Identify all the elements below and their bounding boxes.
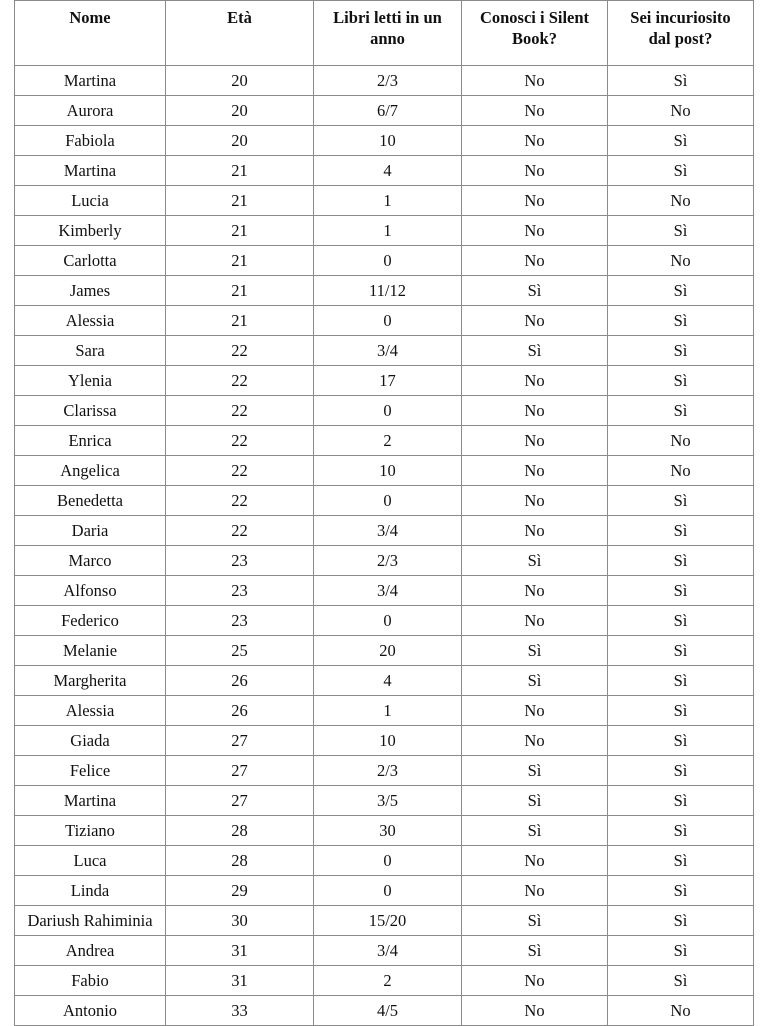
cell-eta: 20 (166, 66, 314, 96)
cell-libri: 6/7 (314, 96, 462, 126)
cell-libri: 3/4 (314, 516, 462, 546)
cell-nome: Benedetta (15, 486, 166, 516)
cell-nome: Felice (15, 756, 166, 786)
column-header-eta (166, 1, 314, 66)
table-row (15, 606, 754, 636)
cell-conosci: No (462, 426, 608, 456)
column-header-line: Età (227, 8, 252, 27)
cell-nome: James (15, 276, 166, 306)
cell-conosci: No (462, 66, 608, 96)
cell-libri: 11/12 (314, 276, 462, 306)
cell-eta: 27 (166, 756, 314, 786)
cell-curioso: Sì (608, 396, 754, 426)
cell-curioso: Sì (608, 756, 754, 786)
table-body (15, 66, 754, 1026)
cell-conosci: No (462, 396, 608, 426)
cell-conosci: No (462, 246, 608, 276)
cell-libri: 2/3 (314, 66, 462, 96)
cell-eta: 22 (166, 336, 314, 366)
cell-conosci: No (462, 216, 608, 246)
cell-libri: 2/3 (314, 546, 462, 576)
cell-nome: Fabio (15, 966, 166, 996)
cell-nome: Sara (15, 336, 166, 366)
cell-libri: 1 (314, 186, 462, 216)
cell-curioso: Sì (608, 846, 754, 876)
cell-libri: 0 (314, 246, 462, 276)
cell-eta: 28 (166, 846, 314, 876)
cell-libri: 0 (314, 606, 462, 636)
cell-curioso: Sì (608, 156, 754, 186)
cell-eta: 23 (166, 546, 314, 576)
cell-eta: 29 (166, 876, 314, 906)
header-row (15, 1, 754, 66)
cell-nome: Daria (15, 516, 166, 546)
cell-curioso: Sì (608, 936, 754, 966)
cell-conosci: No (462, 306, 608, 336)
column-header-line: anno (370, 29, 405, 48)
table-row (15, 546, 754, 576)
cell-eta: 20 (166, 96, 314, 126)
table-row (15, 876, 754, 906)
cell-libri: 4/5 (314, 996, 462, 1026)
table-row (15, 786, 754, 816)
table-row (15, 906, 754, 936)
table-row (15, 96, 754, 126)
cell-eta: 23 (166, 576, 314, 606)
table-row (15, 366, 754, 396)
column-header-curioso (608, 1, 754, 66)
table-row (15, 846, 754, 876)
cell-eta: 27 (166, 726, 314, 756)
cell-conosci: Sì (462, 636, 608, 666)
cell-eta: 28 (166, 816, 314, 846)
cell-libri: 2 (314, 426, 462, 456)
cell-eta: 30 (166, 906, 314, 936)
table-header (15, 1, 754, 66)
cell-eta: 26 (166, 696, 314, 726)
table-row (15, 516, 754, 546)
cell-libri: 3/5 (314, 786, 462, 816)
table-row (15, 816, 754, 846)
cell-conosci: No (462, 456, 608, 486)
column-header-conosci (462, 1, 608, 66)
cell-libri: 15/20 (314, 906, 462, 936)
column-header-line: Sei incuriosito (630, 8, 731, 27)
column-header-line: Book? (512, 29, 557, 48)
cell-eta: 25 (166, 636, 314, 666)
cell-nome: Giada (15, 726, 166, 756)
cell-nome: Marco (15, 546, 166, 576)
cell-nome: Ylenia (15, 366, 166, 396)
cell-libri: 3/4 (314, 576, 462, 606)
cell-eta: 21 (166, 306, 314, 336)
cell-conosci: No (462, 516, 608, 546)
cell-curioso: No (608, 456, 754, 486)
cell-conosci: Sì (462, 936, 608, 966)
cell-nome: Carlotta (15, 246, 166, 276)
cell-curioso: Sì (608, 906, 754, 936)
cell-eta: 22 (166, 486, 314, 516)
table-row (15, 456, 754, 486)
table-row (15, 996, 754, 1026)
cell-nome: Dariush Rahiminia (15, 906, 166, 936)
cell-eta: 26 (166, 666, 314, 696)
cell-conosci: No (462, 186, 608, 216)
table-row (15, 276, 754, 306)
cell-libri: 4 (314, 666, 462, 696)
cell-libri: 0 (314, 876, 462, 906)
cell-libri: 4 (314, 156, 462, 186)
cell-conosci: No (462, 576, 608, 606)
cell-conosci: No (462, 726, 608, 756)
table-row (15, 486, 754, 516)
cell-nome: Alfonso (15, 576, 166, 606)
table-row (15, 336, 754, 366)
cell-nome: Enrica (15, 426, 166, 456)
cell-curioso: Sì (608, 66, 754, 96)
cell-eta: 27 (166, 786, 314, 816)
cell-eta: 21 (166, 246, 314, 276)
cell-curioso: Sì (608, 366, 754, 396)
cell-curioso: Sì (608, 336, 754, 366)
table-row (15, 66, 754, 96)
table-row (15, 966, 754, 996)
cell-curioso: No (608, 246, 754, 276)
cell-eta: 22 (166, 396, 314, 426)
cell-eta: 21 (166, 186, 314, 216)
cell-nome: Linda (15, 876, 166, 906)
table-row (15, 156, 754, 186)
cell-conosci: No (462, 696, 608, 726)
cell-libri: 10 (314, 456, 462, 486)
cell-curioso: Sì (608, 576, 754, 606)
cell-conosci: No (462, 96, 608, 126)
cell-libri: 0 (314, 306, 462, 336)
column-header-libri (314, 1, 462, 66)
cell-curioso: No (608, 996, 754, 1026)
cell-libri: 2/3 (314, 756, 462, 786)
column-header-nome (15, 1, 166, 66)
cell-nome: Luca (15, 846, 166, 876)
cell-conosci: Sì (462, 276, 608, 306)
cell-curioso: Sì (608, 276, 754, 306)
cell-curioso: Sì (608, 546, 754, 576)
cell-eta: 21 (166, 216, 314, 246)
cell-curioso: No (608, 186, 754, 216)
cell-nome: Clarissa (15, 396, 166, 426)
cell-curioso: No (608, 426, 754, 456)
cell-curioso: Sì (608, 726, 754, 756)
cell-conosci: No (462, 996, 608, 1026)
cell-nome: Tiziano (15, 816, 166, 846)
cell-eta: 21 (166, 156, 314, 186)
cell-eta: 22 (166, 426, 314, 456)
cell-libri: 3/4 (314, 336, 462, 366)
table-row (15, 396, 754, 426)
cell-curioso: Sì (608, 876, 754, 906)
cell-conosci: No (462, 846, 608, 876)
cell-nome: Andrea (15, 936, 166, 966)
cell-curioso: Sì (608, 486, 754, 516)
cell-eta: 22 (166, 366, 314, 396)
cell-curioso: Sì (608, 786, 754, 816)
cell-conosci: No (462, 366, 608, 396)
cell-conosci: Sì (462, 816, 608, 846)
cell-nome: Margherita (15, 666, 166, 696)
table-row (15, 216, 754, 246)
cell-conosci: Sì (462, 906, 608, 936)
cell-nome: Aurora (15, 96, 166, 126)
table-row (15, 576, 754, 606)
cell-libri: 0 (314, 396, 462, 426)
cell-libri: 2 (314, 966, 462, 996)
table-row (15, 426, 754, 456)
cell-eta: 31 (166, 966, 314, 996)
cell-conosci: No (462, 876, 608, 906)
cell-curioso: No (608, 96, 754, 126)
cell-eta: 23 (166, 606, 314, 636)
cell-conosci: No (462, 156, 608, 186)
cell-nome: Martina (15, 66, 166, 96)
cell-curioso: Sì (608, 636, 754, 666)
table-row (15, 936, 754, 966)
cell-nome: Lucia (15, 186, 166, 216)
cell-libri: 20 (314, 636, 462, 666)
survey-table (14, 0, 754, 1026)
column-header-line: Libri letti in un (333, 8, 442, 27)
cell-eta: 22 (166, 456, 314, 486)
cell-eta: 20 (166, 126, 314, 156)
cell-libri: 0 (314, 846, 462, 876)
cell-eta: 22 (166, 516, 314, 546)
cell-libri: 1 (314, 696, 462, 726)
cell-curioso: Sì (608, 216, 754, 246)
cell-libri: 1 (314, 216, 462, 246)
table-row (15, 186, 754, 216)
cell-curioso: Sì (608, 306, 754, 336)
table-row (15, 696, 754, 726)
cell-conosci: Sì (462, 666, 608, 696)
cell-conosci: Sì (462, 546, 608, 576)
cell-nome: Angelica (15, 456, 166, 486)
cell-nome: Fabiola (15, 126, 166, 156)
cell-curioso: Sì (608, 516, 754, 546)
cell-nome: Federico (15, 606, 166, 636)
cell-libri: 3/4 (314, 936, 462, 966)
cell-libri: 0 (314, 486, 462, 516)
cell-conosci: Sì (462, 336, 608, 366)
column-header-line: Nome (69, 8, 111, 27)
cell-libri: 17 (314, 366, 462, 396)
table-row (15, 756, 754, 786)
cell-libri: 10 (314, 726, 462, 756)
column-header-line: dal post? (648, 29, 713, 48)
cell-curioso: Sì (608, 606, 754, 636)
column-header-line: Conosci i Silent (479, 8, 590, 27)
cell-curioso: Sì (608, 966, 754, 996)
cell-conosci: No (462, 486, 608, 516)
cell-nome: Alessia (15, 696, 166, 726)
cell-conosci: Sì (462, 786, 608, 816)
cell-conosci: Sì (462, 756, 608, 786)
table-row (15, 126, 754, 156)
cell-curioso: Sì (608, 696, 754, 726)
cell-nome: Martina (15, 156, 166, 186)
cell-curioso: Sì (608, 666, 754, 696)
cell-curioso: Sì (608, 126, 754, 156)
cell-eta: 21 (166, 276, 314, 306)
cell-conosci: No (462, 966, 608, 996)
cell-libri: 30 (314, 816, 462, 846)
table-row (15, 246, 754, 276)
cell-nome: Antonio (15, 996, 166, 1026)
table-row (15, 666, 754, 696)
cell-eta: 33 (166, 996, 314, 1026)
cell-nome: Martina (15, 786, 166, 816)
cell-eta: 31 (166, 936, 314, 966)
cell-conosci: No (462, 606, 608, 636)
cell-curioso: Sì (608, 816, 754, 846)
table-row (15, 726, 754, 756)
cell-nome: Melanie (15, 636, 166, 666)
cell-nome: Alessia (15, 306, 166, 336)
table-row (15, 636, 754, 666)
cell-libri: 10 (314, 126, 462, 156)
table-row (15, 306, 754, 336)
cell-nome: Kimberly (15, 216, 166, 246)
cell-conosci: No (462, 126, 608, 156)
